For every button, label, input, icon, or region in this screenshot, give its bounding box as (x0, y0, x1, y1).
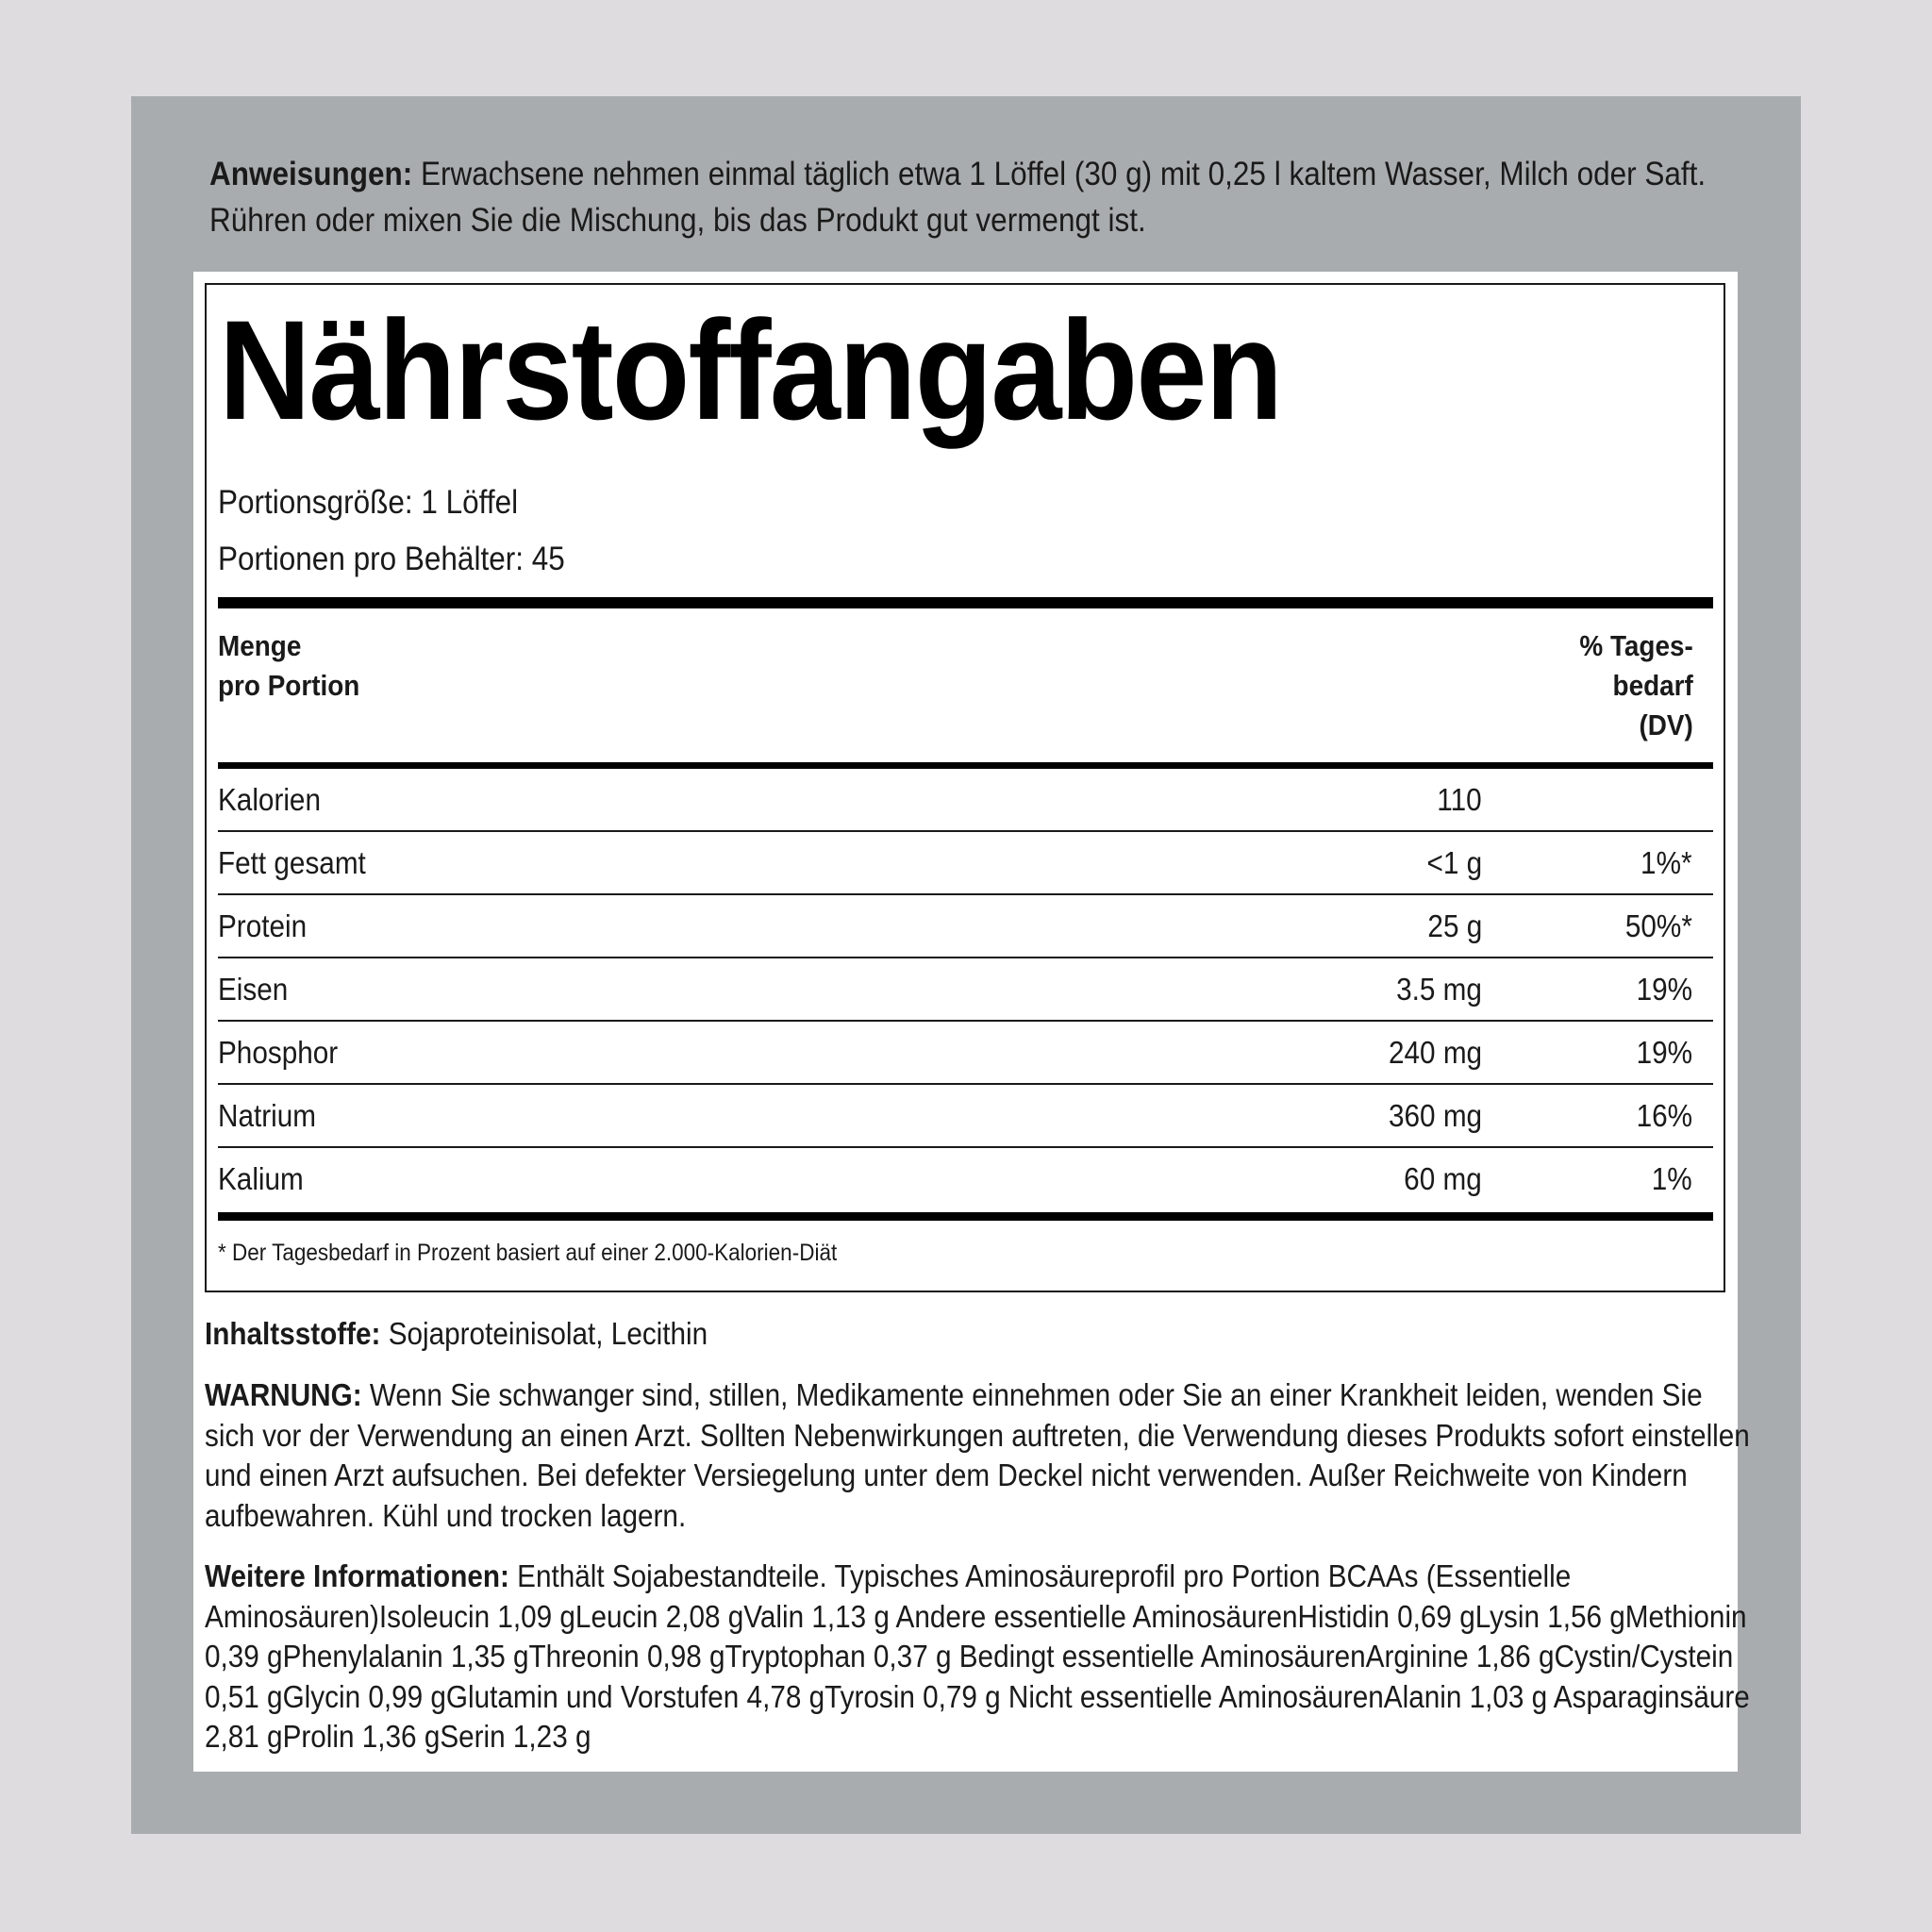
dv-footnote: * Der Tagesbedarf in Prozent basiert auf einer 2.000-Kalorien-Diät (218, 1240, 838, 1266)
nutrient-amount: 110 (1437, 782, 1482, 817)
nutrient-dv: 50%* (1624, 908, 1692, 943)
nutrient-name: Kalium (218, 1161, 304, 1196)
nutrient-row (218, 895, 1713, 958)
ingredients-label: Inhaltsstoffe: (205, 1316, 381, 1351)
nutrient-dv: 1%* (1641, 845, 1692, 880)
header-dv-line1: % Tages- (1579, 629, 1693, 662)
nutrient-amount: 25 g (1427, 908, 1482, 943)
nutrient-name: Phosphor (218, 1035, 339, 1070)
nutrient-amount: 3.5 mg (1396, 972, 1482, 1007)
header-amount-line1: Menge (218, 629, 302, 662)
nutrient-dv: 16% (1636, 1098, 1692, 1133)
ingredients-text (205, 1314, 1750, 1355)
nutrient-row (218, 1085, 1713, 1148)
nutrient-name: Eisen (218, 972, 289, 1007)
serving-size: Portionsgröße: 1 Löffel (218, 484, 519, 521)
warning-label: WARNUNG: (205, 1377, 362, 1412)
nutrient-row (218, 1148, 1713, 1211)
divider-bottom (218, 1212, 1713, 1221)
facts-title: Nährstoffangaben (219, 291, 1282, 449)
nutrient-name: Natrium (218, 1098, 316, 1133)
header-dv-line3: (DV) (1639, 708, 1693, 741)
nutrient-amount: <1 g (1426, 845, 1482, 880)
nutrient-dv: 19% (1636, 1035, 1692, 1070)
divider-thick-top (218, 597, 1713, 608)
column-header-amount (218, 626, 359, 706)
ingredients-body: Sojaproteinisolat, Lecithin (380, 1316, 708, 1351)
nutrient-row (218, 958, 1713, 1022)
more-info-label: Weitere Informationen: (205, 1558, 509, 1593)
nutrient-row (218, 769, 1713, 832)
directions-text (209, 151, 1721, 243)
nutrient-amount: 360 mg (1388, 1098, 1482, 1133)
nutrient-rows (218, 769, 1713, 1211)
divider-header (218, 762, 1713, 769)
column-header-dv (1580, 626, 1693, 745)
servings-per-container: Portionen pro Behälter: 45 (218, 541, 565, 577)
directions-label: Anweisungen: (209, 156, 413, 192)
nutrient-name: Fett gesamt (218, 845, 366, 880)
nutrient-row (218, 1022, 1713, 1085)
nutrient-name: Kalorien (218, 782, 321, 817)
warning-text (205, 1375, 1750, 1536)
directions-body: Erwachsene nehmen einmal täglich etwa 1 Löffel (30 g) mit 0,25 l kaltem Wasser, Milch oder Saft. Rühren oder mixen Sie die Mischung, bis das Produkt gut vermengt ist. (209, 156, 1707, 239)
nutrient-amount: 240 mg (1388, 1035, 1482, 1070)
nutrient-row (218, 832, 1713, 895)
nutrient-name: Protein (218, 908, 308, 943)
header-dv-line2: bedarf (1612, 669, 1693, 702)
more-info-body: Enthält Sojabestandteile. Typisches Aminosäureprofil pro Portion BCAAs (Essentielle Aminosäuren)Isoleucin 1,09 gLeucin 2,08 gValin 1,13 g Andere essentielle AminosäurenHistidin 0,69 gLysin 1,56 gMethionin 0,39 gPhenylalanin 1,35 gThreonin 0,98 gTryptophan 0,37 g Bedingt essentielle AminosäurenArginine 1,86 gCystin/Cystein 0,51 gGlycin 0,99 gGlutamin und Vorstufen 4,78 gTyrosin 0,79 g Nicht essentielle AminosäurenAlanin 1,03 g Asparaginsäure 2,81 gProlin 1,36 gSerin 1,23 g (205, 1558, 1750, 1754)
nutrient-amount: 60 mg (1404, 1161, 1482, 1196)
nutrient-dv: 19% (1636, 972, 1692, 1007)
header-amount-line2: pro Portion (218, 669, 360, 702)
nutrient-dv: 1% (1652, 1161, 1692, 1196)
more-info-text (205, 1557, 1750, 1757)
warning-body: Wenn Sie schwanger sind, stillen, Medikamente einnehmen oder Sie an einer Krankheit leiden, wenden Sie sich vor der Verwendung an einen Arzt. Sollten Nebenwirkungen auftreten, die Verwendung dieses Produkts sofort einstellen und einen Arzt aufsuchen. Bei defekter Versiegelung unter dem Deckel nicht verwenden. Außer Reichweite von Kindern aufbewahren. Kühl und trocken lagern. (205, 1377, 1750, 1533)
